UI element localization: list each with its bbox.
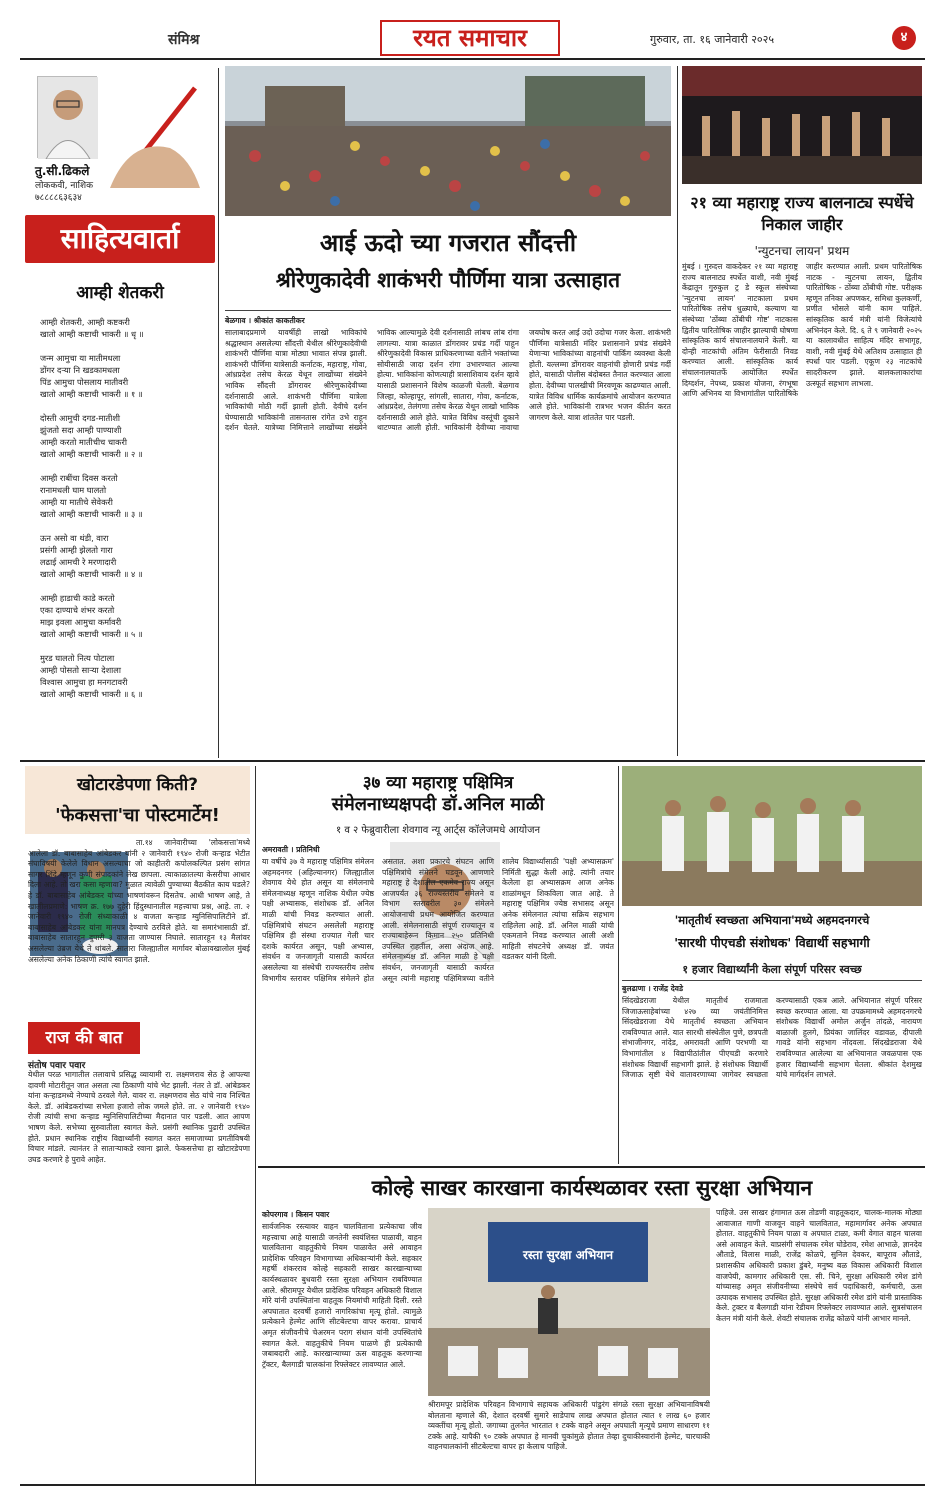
raj-ki-baat-author: संतोष पवार पवार: [28, 1061, 86, 1071]
pen-hand-icon: [100, 78, 210, 188]
swachhata-dateline: बुलढाणा । राजेंद्र देवडे: [622, 984, 684, 993]
swachhata-title-2: 'सारथी पीएचडी संशोधक' विद्यार्थी सहभागी: [674, 935, 870, 950]
header-rule: [20, 58, 925, 60]
lead-body: सालाबादप्रमाणे यावर्षीही लाखो भाविकांचे श्रद्धास्थान असलेल्या सौंदत्ती येथील श्रीरेणुकादेवीची शाकंभरी पौर्णिमा यात्रा मोठ्या भावात संपन्न झाली. शाकंभरी पौर्णिमा यात्रेसाठी कर्नाटक, महाराष्ट्र, गोवा, आंध्रप्रदेश तसेच केरळ येथून लाखोंच्या संख्येने भाविक सौंदत्ती डोंगरावर श्रीरेणुकादेवीच्या दर्शनासाठी आले. शाकंभरी पौर्णिमा यात्रेला भाविकांची मोठी गर्दी झाली होती. देवीचे दर्शन घेण्यासाठी भाविकांनी तासनतास रांगेत उभे राहून दर्शन घेतले. यात्रेच्या निमित्ताने लाखोंच्या संख्येने भाविक आल्यामुळे देवी दर्शनासाठी लांबच लांब रांगा लागल्या. यात्रा काळात डोंगरावर प्रचंड गर्दी पाहून श्रीरेणुकादेवी विकास प्राधिकरणाच्या वतीने भक्तांच्या सोयीसाठी जादा दर्शन रांगा उभारण्यात आल्या होत्या. भाविकांना कोणत्याही त्रासाशिवाय दर्शन व्हावे यासाठी प्रशासनाने विशेष काळजी घेतली. बेळगाव जिल्हा, कोल्हापूर, सांगली, सातारा, गोवा, कर्नाटक, आंध्रप्रदेश, तेलंगणा तसेच केरळ येथून लाखो भाविक दर्शनासाठी आले होते. यात्रेत विविध वस्तूंची दुकाने थाटण्यात आली होती. भाविकांनी देवीच्या नावाचा जयघोष करत आई उदो उदोचा गजर केला. शाकंभरी पौर्णिमा यात्रेसाठी मंदिर प्रशासनाने प्रचंड संख्येने येणाऱ्या भाविकांच्या वाहनांची पार्किंग व्यवस्था केली होती. यल्लम्मा डोंगरावर वाहनांची होणारी प्रचंड गर्दी होते, यासाठी पोलीस बंदोबस्त तैनात करण्यात आला होता. देवीच्या पालखीची मिरवणूक काढण्यात आली. यात्रेत विविध धार्मिक कार्यक्रमांचे आयोजन करण्यात आले होते. भाविकांनी रात्रभर भजन कीर्तन करत जागरण केले. यात्रा शांततेत पार पडली.: [225, 328, 671, 433]
lead-headline-1: आई ऊदो च्या गजरात सौंदत्ती: [319, 229, 577, 257]
masthead-title: रयत समाचार: [413, 24, 527, 52]
poem-body: [40, 316, 215, 700]
kolhe-title: कोल्हे साखर कारखाना कार्यस्थळावर रस्ता सुरक्षा अभियान: [371, 1176, 813, 1200]
column-divider: [255, 766, 256, 1486]
issue-date: गुरुवार, ता. १६ जानेवारी २०२५: [650, 33, 775, 46]
poem-stanza: जन्म आमुचा या मातीमधला डोंगर दऱ्या नि खडकामधला पिंड आमुचा पोसलाय मातीवरी खातो आम्ही कष्टाची भाकरी ॥ १ ॥: [40, 353, 143, 399]
lead-dateline: बेळगाव । श्रीकांत काकतीकर: [225, 316, 305, 325]
sahityavarta-banner: साहित्यवार्ता: [25, 215, 215, 263]
pakshimitra-body: या वर्षीचे ३७ वे महाराष्ट्र पक्षिमित्र संमेलन अहमदनगर (अहिल्यानगर) जिल्ह्यातील शेवगाव येथे होत असून या संमेलनाचे संमेलनाध्यक्ष म्हणून नाशिक येथील ज्येष्ठ पक्षी अभ्यासक, संशोधक डॉ. अनिल माळी यांची निवड करण्यात आली. पक्षिमित्रांचे संघटन असलेली महाराष्ट्र पक्षिमित्र ही संस्था राज्यात गेली चार दशके कार्यरत असून, पक्षी अभ्यास, संवर्धन व जनजागृती यासाठी कार्यरत असलेल्या या संस्थेची राज्यस्तरीय तसेच विभागीय स्तरावर पक्षिमित्र संमेलने होत असतात. अशा प्रकारचे संघटन आणि पक्षिमित्रांचे संमेलने घडवून आणणारे महाराष्ट्र हे देशातील एकमेव राज्य असून आजपर्यंत ३६ राज्यस्तरीय संमेलने व विभाग स्तरावरील ३० संमेलने आयोजनाची प्रथम आयोजित करण्यात आली. संमेलनासाठी संपूर्ण राज्यातून व राज्याबाहेरून किमान २५० प्रतिनिधी उपस्थित राहतील, असा अंदाज आहे. संमेलनाध्यक्ष डॉ. अनिल माळी हे पक्षी संवर्धन, जनजागृती यासाठी कार्यरत असून त्यांनी महाराष्ट्र पक्षिमित्रच्या वतीने शालेय विद्यार्थ्यांसाठी 'पक्षी अभ्यासक्रम' निर्मिती सुद्धा केली आहे. त्यांनी तयार केलेला हा अभ्यासक्रम आज अनेक शाळांमधून शिकविला जात आहे. ते महाराष्ट्र पक्षिमित्र ज्येष्ठ सभासद असून अनेक संमेलनात त्यांचा सक्रिय सहभाग राहिलेला आहे. डॉ. अनिल माळी यांची एकमताने निवड करण्यात आली अशी माहिती संघटनेचे अध्यक्ष डॉ. जयंत वडतकर यांनी दिली.: [262, 857, 614, 983]
column-divider: [677, 66, 678, 756]
author-role: लोककवी, नाशिक: [35, 181, 94, 191]
balnatya-subtitle: 'न्युटनचा लायन' प्रथम: [754, 244, 850, 258]
masthead-box: [380, 20, 560, 56]
pakshimitra-title-1: ३७ व्या महाराष्ट्र पक्षिमित्र: [362, 773, 514, 793]
swachhata-rule: [622, 980, 922, 981]
poem-stanza: दोस्ती आमुची दगड-मातीशी झुंजतो सदा आम्ही पाण्याशी आम्ही करतो मातीचीच चाकरी खातो आम्ही कष्टाची भाकरी ॥ २ ॥: [40, 413, 143, 459]
lead-headline-2: श्रीरेणुकादेवी शाकंभरी पौर्णिमा यात्रा उत्साहात: [275, 268, 621, 292]
kolhe-caption: श्रीरामपूर प्रादेशिक परिवहन विभागाचे सहायक अधिकारी पांडुरंग संगळे रस्ता सुरक्षा अभियानाविषयी बोलताना म्हणाले की, देशात दरवर्षी सुमारे साडेपाच लाख अपघात होतात त्यात १ लाख ६० हजार व्यक्तींचा मृत्यू होतो. जगाच्या तुलनेत भारतात १ टक्के वाहने असून अपघाती मृत्यूचे प्रमाण साधारण ११ टक्के आहे. यापैकी ९० टक्के अपघात हे मानवी चुकांमुळे होतात तेव्हा दुचाकीस्वारांनी हेल्मेट, चारचाकी वाहनचालकांनी सीटबेल्टचा वापर हा केलाच पाहिजे.: [428, 1400, 710, 1452]
cleanliness-volunteers-photo: [622, 766, 922, 906]
page-number: ४: [892, 26, 916, 50]
fair-crowd-photo: [225, 66, 671, 216]
kolhe-body-left: सार्वजनिक रस्त्यावर वाहन चालविताना प्रत्येकाचा जीव महत्त्वाचा आहे यासाठी जनतेनी स्वयंशिस्त पाळावी, वाहन चालविताना वाहतुकीचे नियम पाळावेत असे आवाहन प्रादेशिक परिवहन विभागाच्या अधिकाऱ्यांनी केले. सहकार महर्षी शंकरराव कोल्हे सहकारी साखर कारखान्याच्या कार्यस्थळावर बुधवारी रस्ता सुरक्षा अभियान राबविण्यात आले. श्रीरामपूर येथील प्रादेशिक परिवहन अधिकारी विशाल मोरे यांनी उपस्थितांना वाहतूक नियमांची माहिती दिली. रस्ते अपघातात दरवर्षी हजारो नागरिकांचा मृत्यू होतो. त्यामुळे प्रत्येकाने हेल्मेट आणि सीटबेल्टचा वापर करावा. प्राचार्य अमृत संजीवनीचे चेअरमन पराग संधान यांनी उपस्थितांचे स्वागत केले. वाहतुकीचे नियम पाळणे ही प्रत्येकाची जबाबदारी आहे. कारखान्याच्या ऊस वाहतूक करणाऱ्या ट्रॅक्टर, बैलगाडी चालकांना रिफ्लेक्टर लावण्यात आले.: [262, 1222, 422, 1369]
khotardepana-header: [25, 766, 250, 834]
lead-rule: [225, 310, 671, 311]
stage-banner-text: रस्ता सुरक्षा अभियान: [522, 1248, 614, 1262]
page-header: [0, 0, 945, 60]
road-safety-event-photo: [428, 1208, 710, 1396]
khotardepana-body: ता.१४ जानेवारीच्या 'लोकसत्ता'मध्ये आलेला डॉ. बाबासाहेब आंबेडकर यांनी २ जानेवारी १९४० रोजी कऱ्हाड भेटीत संघाविषयी केलेले विधान असल्याचा जो काहीतरी कपोलकल्पित प्रसंग सांगत सागर शिंदे म्हणून कुणी संपादकांने लेख छापला. त्याकाळातल्या केसरीचा आधार दिला आहे. तो खरा कसा म्हणावा? मुळात त्यावेळी पुण्याच्या बैठकीत काय घडले? हे डॉ. बाबासाहेब आंबेडकर यांच्या भाषणांवरून दिसतेच. आधी भाषण आहे, ते खालीलप्रमाणे: भाषण क्र. १७७ दुहेरी हिंदुस्थानातील महत्त्वाचा प्रश्न, आहे. ता. २ जानेवारी १९४० रोजी संध्याकाळी ४ वाजता कऱ्हाड म्युनिसिपालिटीने डॉ. बाबासाहेब आंबेडकर यांना मानपत्र देण्याचे ठरविले होते. या समारंभासाठी डॉ. बाबासाहेब सातारहून दुपारी ३ वाजता जाण्यास निघाले. सातारहून १३ मैलांवर असलेल्या उंब्रज येथे ते थांबले. सातारा जिल्ह्यातील मार्गावर बोळावखालोल मुंबई असलेल्या अनेक ठिकाणी त्यांचे स्वागत झाले.: [28, 838, 250, 964]
khotardepana-subtitle: 'फेकसत्ता'चा पोस्टमार्टेम!: [55, 805, 220, 826]
balnatya-title: २१ व्या महाराष्ट्र राज्य बालनाट्य स्पर्धेचे निकाल जाहीर: [690, 193, 914, 234]
author-photo: [37, 76, 97, 158]
khotardepana-title: खोटारडेपणा किती?: [76, 775, 198, 795]
section-rule: [20, 760, 925, 762]
raj-ki-baat-banner: राज की बात: [28, 1022, 140, 1054]
author-phone: ७८८८८६३६३४: [35, 193, 82, 203]
kolhe-dateline: कोपरगाव । किसन पवार: [262, 1210, 330, 1219]
pakshimitra-dateline: अमरावती । प्रतिनिधी: [262, 845, 320, 854]
column-divider: [618, 766, 619, 1164]
poem-title: आम्ही शेतकरी: [76, 283, 164, 303]
author-name: तु.सी.ढिकले: [35, 164, 90, 178]
raj-ki-baat-body: येथील परळ भागातील तलावाचे प्रसिद्ध व्यायामी रा. लक्ष्मणराव सेठ हे आपल्या दावणी मोटारीतून जात असता त्या ठिकाणी यांचे भेट झाली. नंतर ते डॉ. आंबेडकर यांना कऱ्हाडमध्ये नेण्याचे ठरवले गेले. यावर रा. लक्ष्मणराव सेठ यांचे नाव निश्चित केले. डॉ. आंबेडकरांच्या सभेला हजारो लोक जमले होते. ता. २ जानेवारी १९४० रोजी त्यांची सभा कऱ्हाड म्युनिसिपालिटीच्या मैदानात पार पडली. आत आपण भाषण केले. सभेच्या सुरुवातीला स्वागत केले. प्रसंगी स्थानिक पुढारी उपस्थित होते. प्रधान स्थानिक राष्ट्रीय विद्यार्थ्यांनी स्वागत करत समाजाच्या प्रगतीविषयी विचार मांडले. त्यानंतर ते साताऱ्याकडे रवाना झाले. फेकसत्तेचा हा खोटारडेपणा उघड करणारे हे पुरावे आहेत.: [28, 1070, 250, 1164]
author-box: [25, 68, 215, 208]
poem-stanza: ऊन असो वा थंडी, वारा प्रसंगी आम्ही झेलतो गारा लढाई आमची रे मरणादारी खातो आम्ही कष्टाची भाकरी ॥ ४ ॥: [40, 533, 143, 579]
swachhata-body: सिंदखेडराजा येथील मातृतीर्थ राजमाता जिजाऊसाहेबांच्या ४२७ व्या जयंतीनिमित्त सिंदखेडराजा येथे मातृतीर्थ स्वच्छता अभियान राबविण्यात आले. यात सारथी संस्थेतील पुणे, छत्रपती संभाजीनगर, नांदेड, अमरावती आणि परभणी या विभागांतील ४ विद्यापीठांतील पीएचडी करणारे संशोधक विद्यार्थी सहभागी झाले. हे संशोधक विद्यार्थी जिजाऊ सृष्टी येथे वातावरणाच्या जागेवर स्वच्छता करण्यासाठी एकत्र आले. अभियानात संपूर्ण परिसर स्वच्छ करण्यात आला. या उपक्रमामध्ये अहमदनगरचे संशोधक विद्यार्थी अमोल अर्जुन तांदळे, नारायण बाळाजी हुलगे, प्रियंका जालिंदर वडावळ, दीपाली गावडे यांनी सहभाग नोंदवला. सिंदखेडराजा येथे राबविण्यात आलेल्या या अभियानात जवळपास एक हजार विद्यार्थ्यांनी सहभाग घेतला. श्रीकांत देशमुख यांचे मार्गदर्शन लाभले.: [622, 996, 922, 1080]
footer-rule: [20, 1484, 925, 1486]
column-divider: [218, 68, 219, 758]
poem-stanza: आम्ही हाडाची काडे करतो एका दाण्याचे शंभर करतो माझ इवला आमुचा कर्मावरी खातो आम्ही कष्टाची भाकरी ॥ ५ ॥: [40, 593, 143, 639]
swachhata-subtitle: १ हजार विद्यार्थ्यांनी केला संपूर्ण परिसर स्वच्छ: [682, 963, 862, 976]
stage-performance-photo: [682, 66, 922, 184]
section-label: संमिश्र: [168, 32, 200, 48]
poem-stanza: आम्ही शेतकरी, आम्ही कष्टकरी खातो आम्ही कष्टाची भाकरी ॥ धृ ॥: [40, 317, 144, 339]
pakshimitra-subtitle: १ व २ फेब्रुवारीला शेवगाव न्यू आर्ट्स कॉलेजमधे आयोजन: [335, 825, 541, 836]
pakshimitra-title-2: संमेलनाध्यक्षपदी डॉ.अनिल माळी: [331, 794, 545, 815]
poem-stanza: आम्ही राबींचा दिवस करतो रानामधली घाम घालतो आम्ही या मातीचे सेवेकरी खातो आम्ही कष्टाची भाकरी ॥ ३ ॥: [40, 473, 143, 519]
balnatya-body: मुंबई । गुरुदत्त वाकदेकर २१ व्या महाराष्ट्र राज्य बालनाट्य स्पर्धेत वाशी, नवी मुंबई केंद्रातून गुरुकुल ट्र डे स्कूल संस्थेच्या 'न्युटनचा लायन' नाटकाला प्रथम पारितोषिक तसेच धुळ्याचे, कल्याण या संस्थेच्या 'ठोंब्या ठोंबीची गोष्ट' नाटकास द्वितीय पारितोषिक जाहीर झाल्याची घोषणा सांस्कृतिक कार्य संचालनालयाने केली. या दोन्ही नाटकांची अंतिम फेरीसाठी निवड करण्यात आली. सांस्कृतिक कार्य संचालनालयातर्फे आयोजित स्पर्धेत दिग्दर्शन, नेपथ्य, प्रकाश योजना, रंगभूषा आणि अभिनय या विभागांतील पारितोषिके जाहीर करण्यात आली. प्रथम पारितोषिक नाटक - न्युटनचा लायन, द्वितीय पारितोषिक - ठोंब्या ठोंबीची गोष्ट. परीक्षक म्हणून तनिका अपणकर, समिधा कुलकर्णी, प्रणीत भोसले यांनी काम पाहिले. सांस्कृतिक कार्य मंत्री यांनी विजेत्यांचे अभिनंदन केले. दि. ६ ते ९ जानेवारी २०२५ या कालावधीत साहित्य मंदिर सभागृह, वाशी, नवी मुंबई येथे अतिशय उत्साहात ही स्पर्धा पार पडली. एकूण २३ नाटकांचे सादरीकरण झाले. बालकलाकारांचा उत्स्फूर्त सहभाग लाभला.: [682, 262, 922, 399]
poem-stanza: मुरड घालतो नित्य पोटाला आम्ही पोसतो साऱ्या देशाला विश्वास आमुचा हा मनगटावरी खातो आम्ही कष्टाची भाकरी ॥ ६ ॥: [40, 653, 143, 699]
swachhata-title-1: 'मातृतीर्थ स्वच्छता अभियाना'मध्ये अहमदनगरचे: [674, 913, 870, 927]
kolhe-body-right: पाहिजे. उस साखर हंगामात ऊस तोडणी वाहतूकदार, चालक-मालक मोठ्या आवाजात गाणी वाजवून वाहने चालवितात, महामार्गावर अनेक अपघात होतात. वाहतुकीचे नियम पाळा व अपघात टाळा, कमी वेगात वाहन चालवा असे आवाहन केले. याप्रसंगी संचालक रमेश घोडेराव, रमेश आभाळे, ज्ञानदेव औताडे, विलास माळी, राजेंद्र कोळपे, सुनिल देवकर, बापूराव औताडे, प्रशासकीय अधिकारी प्रकाश डुंबरे, मनुष्य बळ विकास अधिकारी विशाल वाजपेयी, कामगार अधिकारी एस. सी. चिने, सुरक्षा अधिकारी रमेश डांगे यांच्यासह अमृत संजीवनीच्या संस्थेचे सर्व पदाधिकारी, कर्मचारी, ऊस उत्पादक सभासद उपस्थित होते. सुरक्षा अधिकारी रमेश डांगे यांनी प्रास्ताविक केले. ट्रक्टर व बैलगाडी यांना रेडीयम रिफ्लेक्टर लावण्यात आले. सुत्रसंचालन केतन मंत्री यांनी केले. शेवटी संचालक राजेंद्र कोळपे यांनी आभार मानले.: [716, 1208, 922, 1323]
section-rule: [258, 1166, 925, 1168]
